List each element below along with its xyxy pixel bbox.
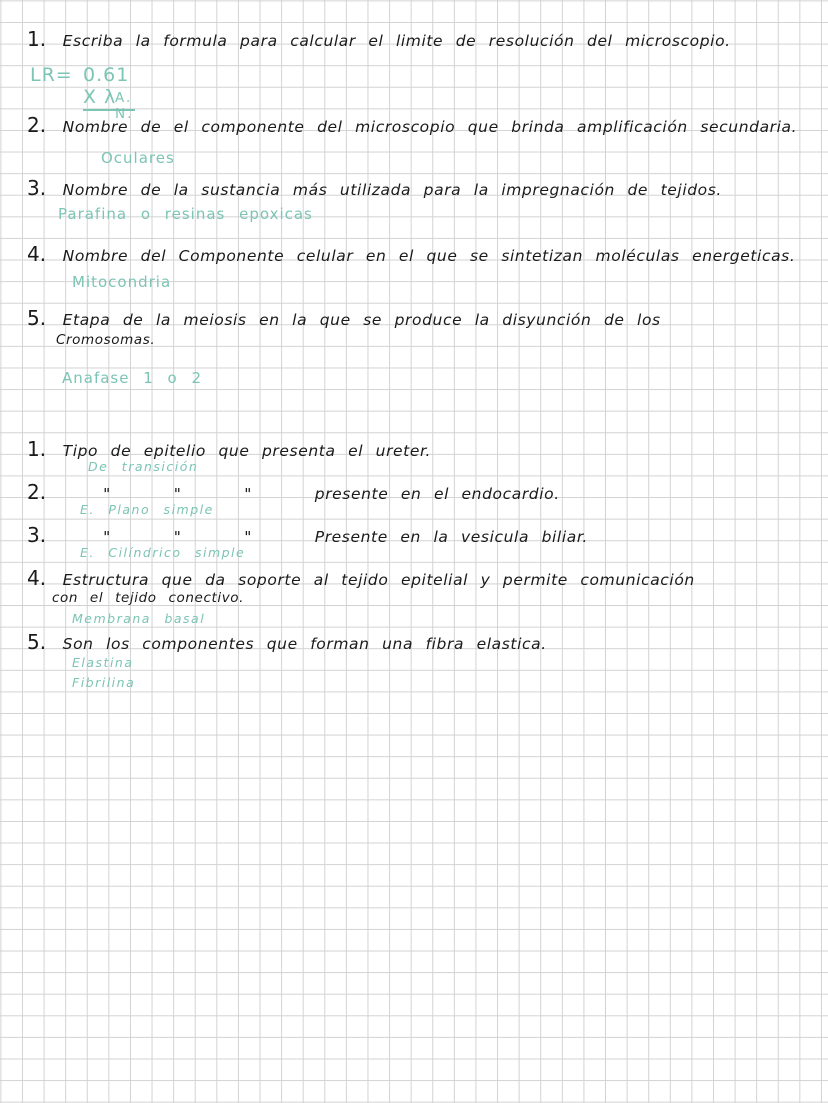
question-text-line-1: Estructura que da soporte al tejido epitelial y permite comunicación [62, 571, 695, 589]
question-2-1 [27, 439, 431, 460]
question-number: 2. [27, 113, 47, 137]
question-number: 1. [27, 27, 47, 51]
ditto-mark: " [173, 485, 181, 503]
question-1-2 [27, 115, 797, 136]
answer-2-5-item: Fibrilina [72, 675, 136, 690]
ditto-mark: " [244, 528, 252, 546]
question-text: Nombre del Componente celular en el que se sintetizan moléculas energeticas. [62, 247, 796, 265]
question-text: presente en el endocardio. [314, 485, 560, 503]
answer-2-5-item: Elastina [72, 655, 134, 670]
question-number: 1. [27, 437, 47, 461]
question-text: Presente en la vesicula biliar. [314, 528, 588, 546]
question-text: Escriba la formula para calcular el limite de resolución del microscopio. [62, 32, 731, 50]
question-text-line-1: Etapa de la meiosis en la que se produce la disyunción de los [62, 311, 661, 329]
question-1-5 [27, 308, 661, 329]
question-2-4 [27, 568, 695, 589]
question-number: 4. [27, 242, 47, 266]
answer-1-3: Parafina o resinas epoxicas [58, 205, 313, 223]
question-2-4-continuation: con el tejido conectivo. [52, 590, 245, 606]
answer-1-2: Oculares [101, 149, 175, 167]
question-number: 3. [27, 523, 47, 547]
question-text: Son los componentes que forman una fibra elastica. [62, 635, 547, 653]
answer-1-4: Mitocondria [72, 273, 172, 291]
ditto-mark: " [103, 485, 111, 503]
question-text: Tipo de epitelio que presenta el ureter. [62, 442, 432, 460]
question-number: 5. [27, 630, 47, 654]
ditto-mark: " [103, 528, 111, 546]
answer-2-1: De transición [88, 459, 199, 474]
question-2-5 [27, 632, 547, 653]
question-number: 5. [27, 306, 47, 330]
question-2-3 [27, 525, 588, 546]
ditto-mark: " [244, 485, 252, 503]
question-1-3 [27, 178, 722, 199]
answer-2-3: E. Cilíndrico simple [80, 545, 246, 560]
question-number: 2. [27, 480, 47, 504]
question-number: 3. [27, 176, 47, 200]
question-1-1 [27, 29, 731, 50]
answer-2-2: E. Plano simple [80, 502, 214, 517]
question-1-4 [27, 244, 795, 265]
question-text: Nombre de la sustancia más utilizada para la impregnación de tejidos. [62, 181, 722, 199]
question-number: 4. [27, 566, 47, 590]
ditto-mark: " [173, 528, 181, 546]
answer-2-4: Membrana basal [72, 611, 206, 626]
answer-1-5: Anafase 1 o 2 [62, 369, 203, 387]
formula-numerator: 0.61 X λ [83, 64, 135, 111]
formula-denominator: A. N. [115, 90, 134, 122]
question-2-2 [27, 482, 560, 503]
question-text: Nombre de el componente del microscopio que brinda amplificación secundaria. [62, 118, 798, 136]
question-1-5-continuation: Cromosomas. [56, 332, 156, 348]
formula-lhs: LR= [30, 64, 73, 86]
